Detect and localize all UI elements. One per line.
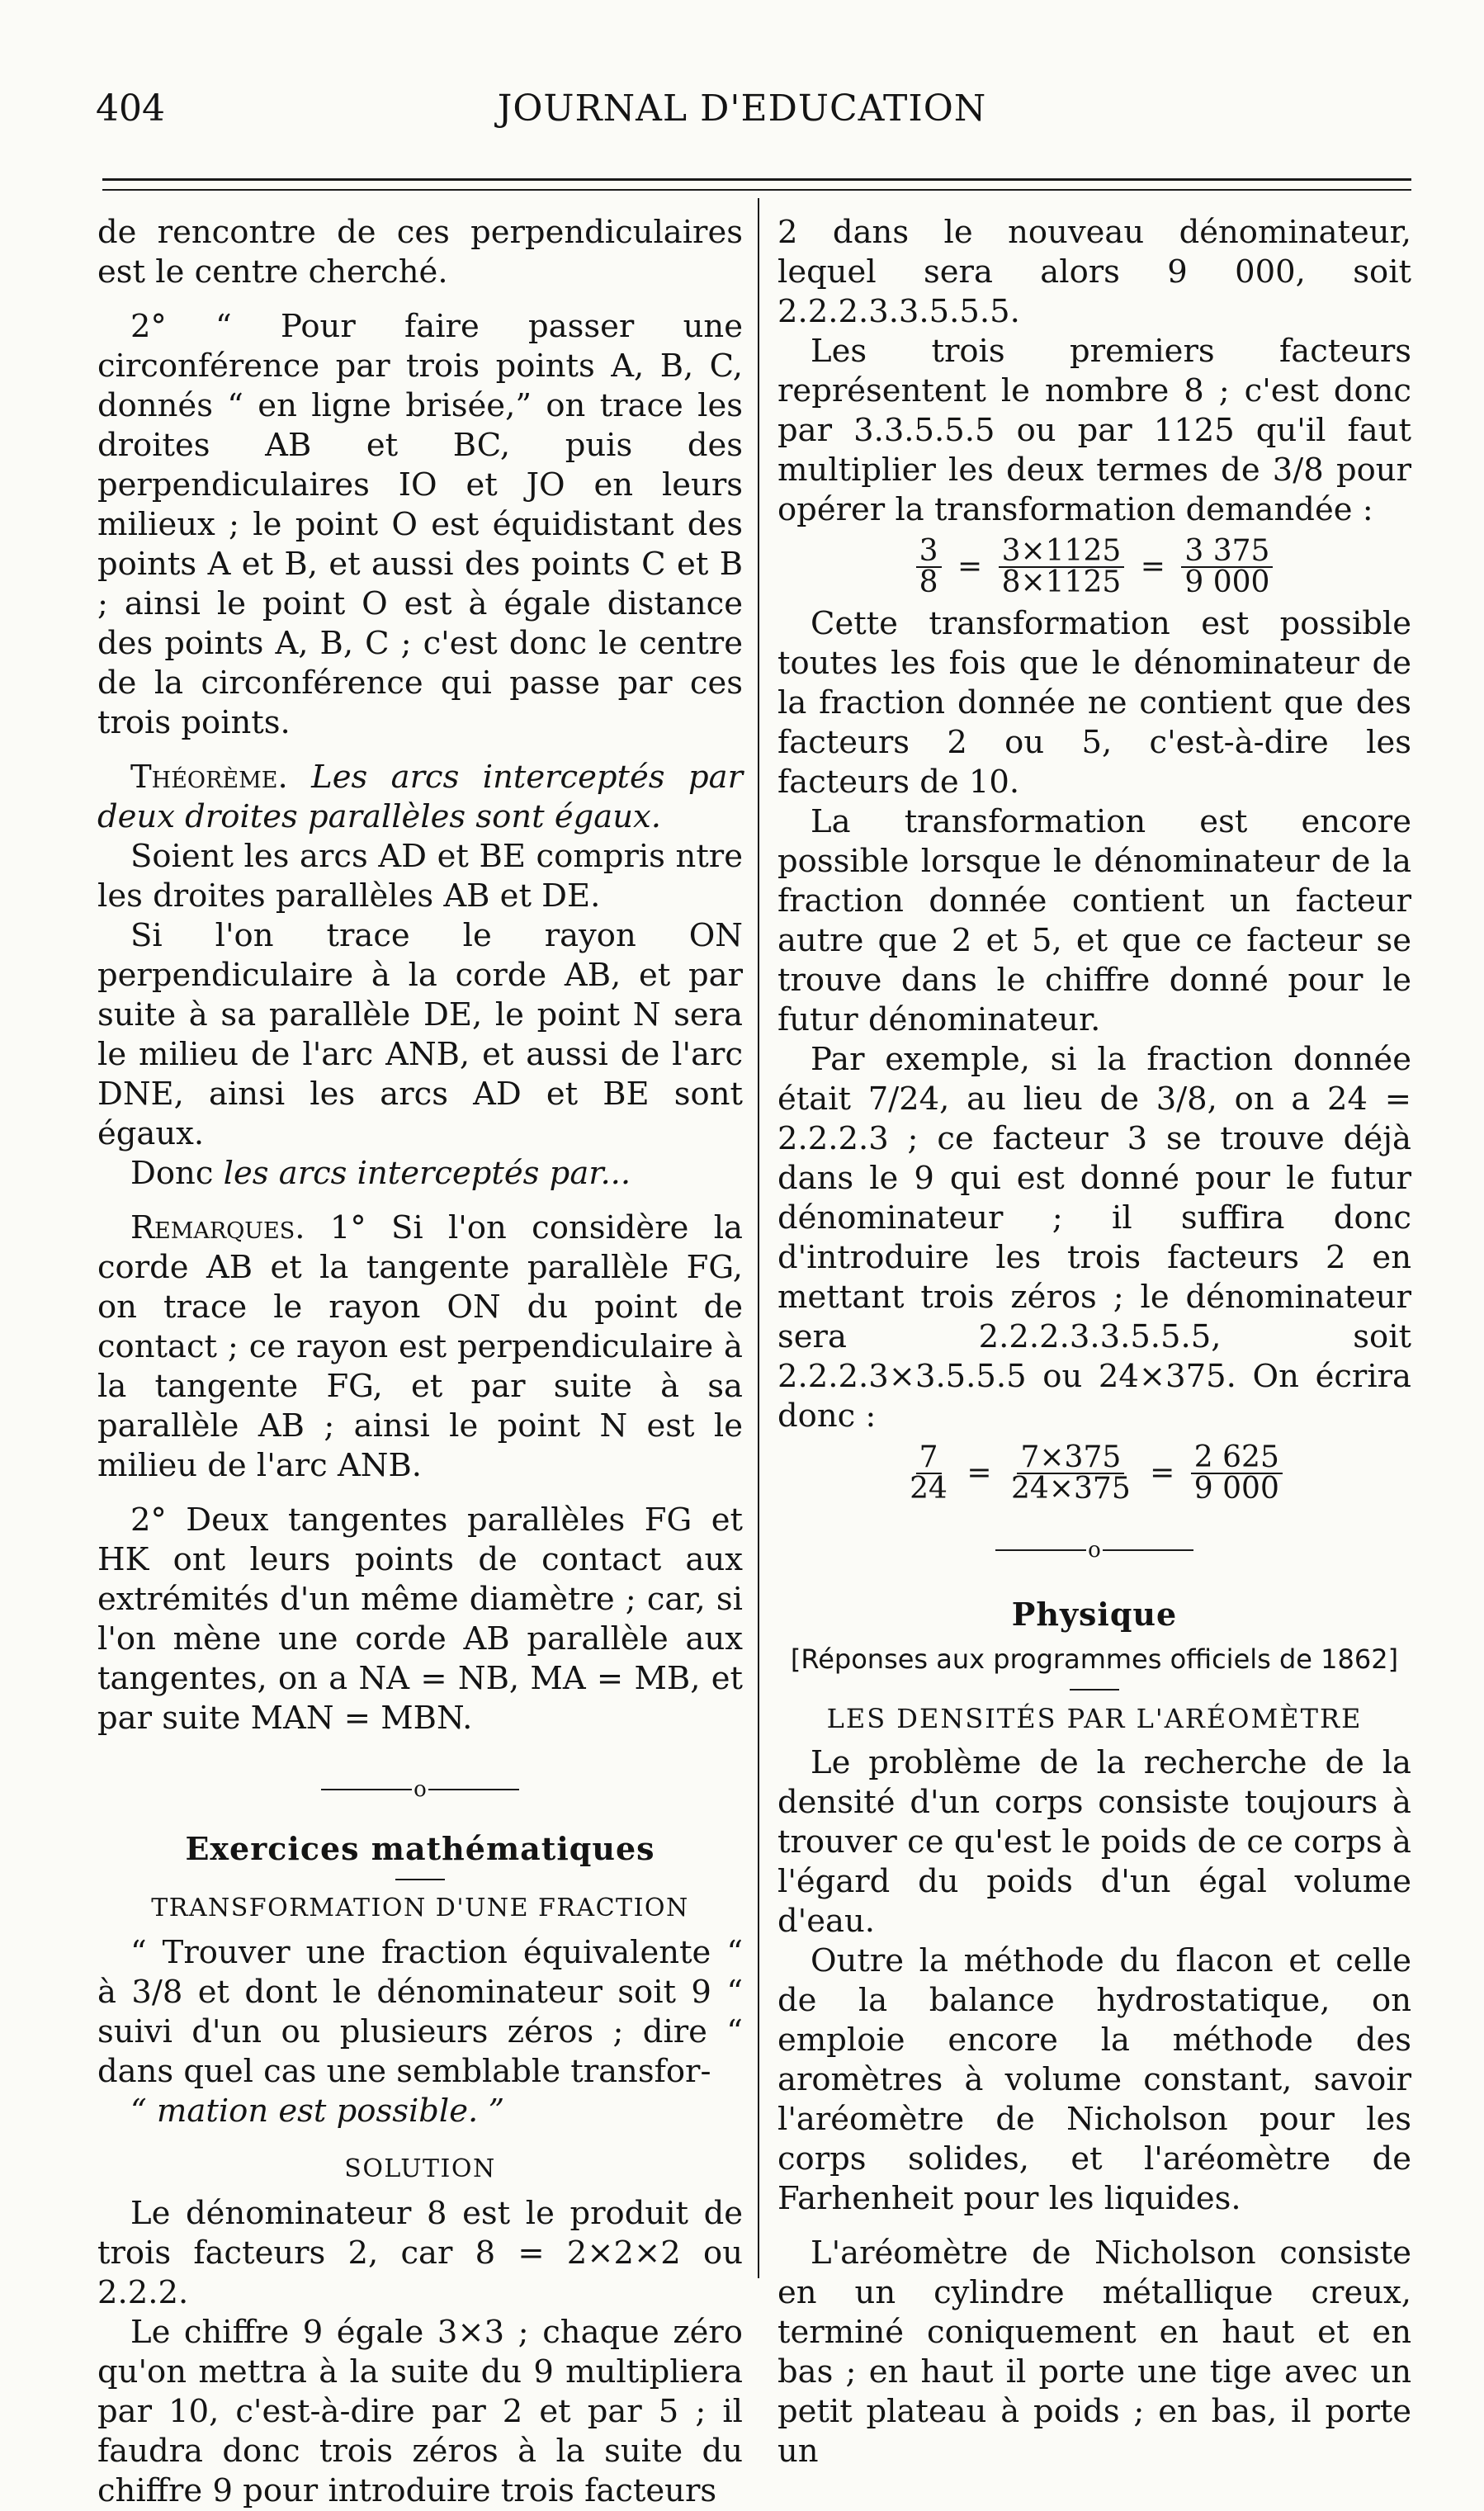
paragraph: 2° Deux tangentes parallèles FG et HK ont leurs points de contact aux extrémités d'un même diamètre ; car, si l'on mène une corde AB parallèle aux tangentes, on a NA = NB, MA = MB, et par suite MAN = MBN.: [97, 1501, 743, 1737]
column-separator: [758, 198, 759, 2278]
paragraph: Le chiffre 9 égale 3×3 ; chaque zéro qu'on mettra à la suite du 9 multipliera par 10, c'est-à-dire par 2 et par 5 ; il faudra donc trois zéros à la suite du chiffre 9 pour introduire trois facteurs: [97, 2314, 743, 2509]
paragraph: La transformation est encore possible lorsque le dénominateur de la fraction donnée contient un facteur autre que 2 et 5, et que ce facteur se trouve dans le chiffre donné pour le futur dénominateur.: [777, 803, 1411, 1038]
paragraph: de rencontre de ces perpendiculaires est le centre cherché.: [97, 214, 743, 291]
italic-text: les arcs interceptés par...: [223, 1155, 631, 1192]
paragraph: Le dénominateur 8 est le produit de trois facteurs 2, car 8 = 2×2×2 ou 2.2.2.: [97, 2195, 743, 2311]
journal-title: JOURNAL D'EDUCATION: [497, 87, 987, 130]
paragraph: L'aréomètre de Nicholson consiste en un cylindre métallique creux, terminé coniquement en haut et en bas ; en haut il porte une tige avec un petit plateau à poids ; en bas, il porte un: [777, 2234, 1411, 2470]
section-divider: o: [777, 1529, 1411, 1570]
paragraph: Par exemple, si la fraction donnée était 7/24, au lieu de 3/8, on a 24 = 2.2.2.3 ; ce facteur 3 se trouve déjà dans le 9 qui est donné pour le futur dénominateur ; il suffira donc d'introduire les trois facteurs 2 en mettant trois zéros ; le dénominateur sera 2.2.2.3.3.5.5.5, soit 2.2.2.3×3.5.5.5 ou 24×375. On écrira donc :: [777, 1041, 1411, 1435]
remarks: [97, 1208, 743, 1486]
paragraph: [97, 1154, 743, 1194]
right-column: [777, 213, 1411, 2471]
remarks-text: 1° Si l'on considère la corde AB et la tangente parallèle FG, on trace le rayon ON du point de contact ; ce rayon est perpendiculaire à la tangente FG, et par suite à sa parallèle AB ; ainsi le point N est le milieu de l'arc ANB.: [97, 1209, 743, 1484]
paragraph: Si l'on trace le rayon ON perpendiculaire à la corde AB, et par suite à sa parallèle DE, le point N sera le milieu de l'arc ANB, et aussi de l'arc DNE, ainsi les arcs AD et BE sont égaux.: [97, 917, 743, 1152]
text: Donc: [130, 1155, 214, 1192]
equation: $\frac{3}{8}$ = $\frac{3\times 1125}{8\times 1125}$ = $\frac{3 375}{9 000}$: [777, 537, 1411, 598]
section-note: [Réponses aux programmes officiels de 1862]: [790, 1643, 1399, 1675]
remarks-label: Remarques.: [130, 1209, 305, 1246]
paragraph: Outre la méthode du flacon et celle de la balance hydrostatique, on emploie encore la méthode des aromètres à volume constant, savoir l'aréomètre de Nicholson pour les corps solides, et l'aréomètre de Farhenheit pour les liquides.: [777, 1942, 1411, 2217]
theorem-text: Les arcs interceptés par deux droites parallèles sont égaux.: [97, 759, 743, 835]
paragraph: Le problème de la recherche de la densité d'un corps consiste toujours à trouver ce qu'est le poids de ce corps à l'égard du poids d'un égal volume d'eau.: [777, 1744, 1411, 1940]
left-column: [97, 213, 743, 2511]
short-rule: [395, 1879, 445, 1880]
paragraph: Cette transformation est possible toutes les fois que le dénominateur de la fraction donnée ne contient que des facteurs 2 ou 5, c'est-à-dire les facteurs de 10.: [777, 605, 1411, 801]
paragraph: Les trois premiers facteurs représentent le nombre 8 ; c'est donc par 3.3.5.5.5 ou par 1125 qu'il faut multiplier les deux termes de 3/8 pour opérer la transformation demandée :: [777, 333, 1411, 528]
section-title: Physique: [1011, 1596, 1178, 1633]
subsection-title: TRANSFORMATION D'UNE FRACTION: [151, 1894, 689, 1922]
solution-title: SOLUTION: [344, 2154, 496, 2183]
paragraph: Soient les arcs AD et BE compris ntre les droites parallèles AB et DE.: [97, 838, 743, 915]
equation: $\frac{7}{24}$ = $\frac{7\times 375}{24\times 375}$ = $\frac{2 625}{9 000}$: [777, 1443, 1411, 1504]
page-number: 404: [96, 87, 165, 130]
section-divider: o: [97, 1768, 743, 1809]
header-rule-thin: [102, 189, 1411, 191]
problem-statement: “ Trouver une fraction équivalente “ à 3/8 et dont le dénominateur soit 9 “ suivi d'un ou plusieurs zéros ; dire “ dans quel cas une semblable transfor-: [97, 1934, 743, 2090]
paragraph: 2 dans le nouveau dénominateur, lequel sera alors 9 000, soit 2.2.2.3.3.5.5.5.: [777, 214, 1411, 330]
page-header: [0, 87, 1484, 137]
theorem-label: Théorème.: [130, 759, 288, 796]
paragraph: 2° “ Pour faire passer une circonférence par trois points A, B, C, donnés “ en ligne brisée,” on trace les droites AB et BC, puis des perpendiculaires IO et JO en leurs milieux ; le point O est équidistant des points A et B, et aussi des points C et B ; ainsi le point O est à égale distance des points A, B, C ; c'est donc le centre de la circonférence qui passe par ces trois points.: [97, 308, 743, 741]
subsection-title: LES DENSITÉS PAR L'ARÉOMÈTRE: [826, 1703, 1363, 1734]
short-rule: [1070, 1689, 1119, 1691]
theorem: [97, 758, 743, 837]
header-rule: [102, 178, 1411, 181]
problem-statement-end: “ mation est possible. ”: [130, 2092, 505, 2130]
section-title: Exercices mathématiques: [185, 1830, 655, 1867]
